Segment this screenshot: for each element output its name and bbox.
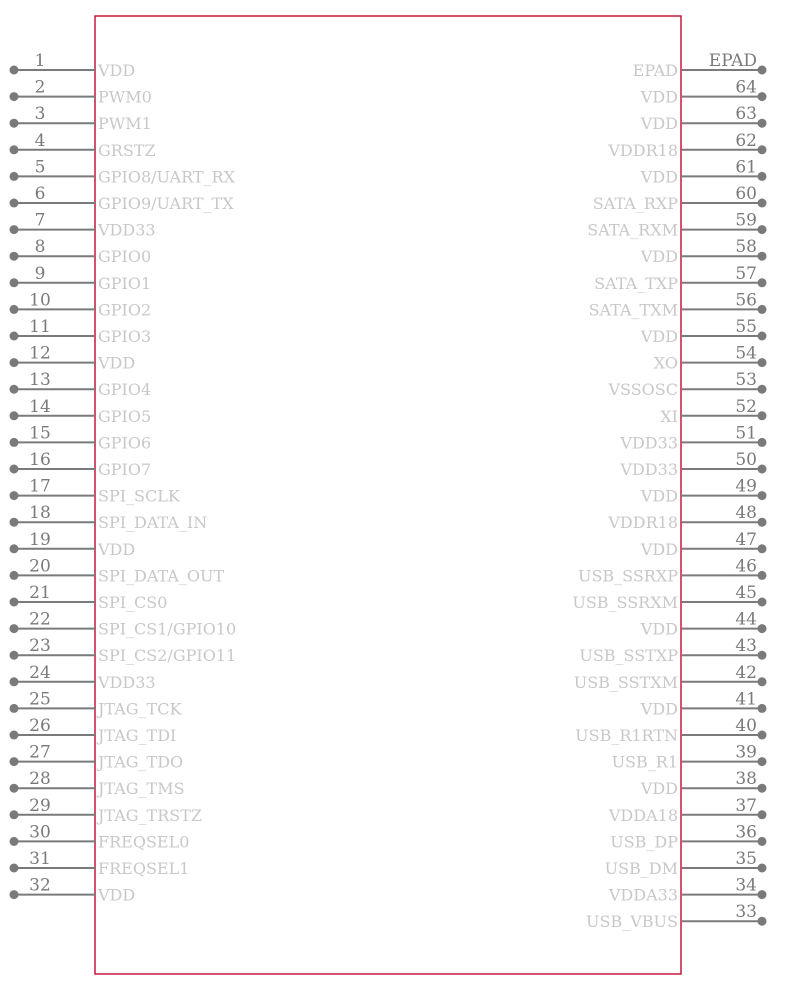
pin-27-name: JTAG_TDO: [98, 752, 184, 772]
pin-47-name: VDD: [640, 539, 678, 559]
pin-11-name: GPIO3: [98, 327, 152, 346]
pin-31-name: FREQSEL1: [98, 859, 190, 878]
pin-52-terminal: [758, 411, 767, 420]
pin-44-name: VDD: [640, 619, 678, 639]
pin-56-terminal: [758, 305, 767, 314]
pin-23-terminal: [10, 651, 19, 660]
pin-22-number: 22: [29, 609, 51, 630]
pin-54-terminal: [758, 358, 767, 367]
pin-15-number: 15: [29, 423, 51, 444]
pin-20-terminal: [10, 571, 19, 580]
pin-51-terminal: [758, 438, 767, 447]
pin-EPAD-terminal: [758, 66, 767, 75]
pin-40-number: 40: [735, 716, 757, 736]
pin-EPAD-name: EPAD: [632, 61, 678, 80]
pin-10-name: GPIO2: [98, 300, 152, 320]
pin-37-number: 37: [735, 795, 757, 816]
component-body: [95, 16, 681, 974]
pin-36-name: USB_DP: [610, 832, 678, 852]
pin-61-number: 61: [735, 157, 757, 178]
pin-57-terminal: [758, 278, 767, 287]
pin-64-number: 64: [735, 77, 757, 98]
pin-18-number: 18: [29, 503, 51, 524]
pin-59-terminal: [758, 225, 767, 234]
pin-37-name: VDDA18: [608, 805, 678, 825]
pin-28-number: 28: [29, 769, 51, 790]
pin-60-terminal: [758, 199, 767, 208]
pin-33-name: USB_VBUS: [586, 912, 678, 932]
pin-6-number: 6: [34, 184, 46, 204]
pin-38-terminal: [758, 784, 767, 793]
pin-34-name: VDDA33: [608, 885, 678, 905]
pin-11-terminal: [10, 332, 19, 341]
pin-40-name: USB_R1RTN: [575, 726, 678, 745]
pin-29-number: 29: [29, 795, 51, 816]
pin-62-number: 62: [735, 130, 757, 151]
pin-13-terminal: [10, 385, 19, 394]
pin-25-number: 25: [29, 689, 51, 710]
pin-52-name: XI: [660, 406, 678, 426]
pin-30-terminal: [10, 837, 19, 846]
pin-32-number: 32: [29, 875, 51, 896]
pin-39-name: USB_R1: [611, 752, 678, 772]
pin-47-terminal: [758, 544, 767, 553]
pin-2-terminal: [10, 92, 19, 101]
pin-41-name: VDD: [640, 699, 678, 719]
pin-64-name: VDD: [640, 87, 678, 107]
pin-44-number: 44: [735, 609, 757, 630]
pin-24-name: VDD33: [98, 672, 156, 692]
pin-23-number: 23: [29, 636, 51, 657]
pin-12-terminal: [10, 358, 19, 367]
pin-58-number: 58: [735, 237, 757, 258]
pin-15-terminal: [10, 438, 19, 447]
pin-50-number: 50: [735, 450, 757, 470]
pin-19-terminal: [10, 544, 19, 553]
pin-50-terminal: [758, 465, 767, 474]
pin-20-number: 20: [29, 556, 51, 577]
pin-13-name: GPIO4: [98, 380, 152, 400]
pin-59-number: 59: [735, 210, 757, 231]
pin-55-terminal: [758, 332, 767, 341]
pin-56-number: 56: [735, 290, 757, 311]
pin-55-name: VDD: [640, 327, 678, 346]
pin-32-terminal: [10, 890, 19, 899]
pin-39-terminal: [758, 757, 767, 766]
right-pin-group: [572, 51, 766, 931]
pin-8-terminal: [10, 252, 19, 261]
pin-9-terminal: [10, 278, 19, 287]
pin-28-terminal: [10, 784, 19, 793]
pin-42-number: 42: [735, 662, 757, 683]
pin-6-terminal: [10, 199, 19, 208]
pin-24-terminal: [10, 677, 19, 686]
pin-13-number: 13: [29, 370, 51, 391]
pin-EPAD-number: EPAD: [708, 51, 757, 71]
pin-36-number: 36: [735, 822, 757, 843]
pin-51-name: VDD33: [620, 433, 678, 453]
pin-54-number: 54: [735, 343, 757, 364]
pin-53-name: VSSOSC: [608, 380, 678, 400]
pin-17-number: 17: [29, 476, 51, 497]
pin-5-name: GPIO8/UART_RX: [98, 167, 235, 187]
pin-21-number: 21: [29, 583, 51, 603]
pin-21-terminal: [10, 598, 19, 607]
pin-4-number: 4: [34, 130, 46, 151]
pin-57-name: SATA_TXP: [594, 273, 678, 293]
pin-37-terminal: [758, 810, 767, 819]
pin-11-number: 11: [29, 317, 51, 337]
pin-4-terminal: [10, 145, 19, 154]
pin-8-number: 8: [34, 237, 46, 258]
pin-35-number: 35: [735, 849, 757, 869]
pin-19-number: 19: [29, 529, 51, 550]
pin-46-number: 46: [735, 556, 757, 577]
pin-49-number: 49: [735, 476, 757, 497]
pin-29-name: JTAG_TRSTZ: [98, 805, 203, 825]
pin-30-name: FREQSEL0: [98, 832, 190, 852]
pin-43-terminal: [758, 651, 767, 660]
pin-3-name: PWM1: [98, 114, 152, 134]
pin-41-number: 41: [735, 689, 757, 710]
pin-62-name: VDDR18: [608, 140, 678, 160]
pin-49-name: VDD: [640, 486, 678, 506]
pin-16-terminal: [10, 465, 19, 474]
pin-1-name: VDD: [98, 61, 136, 80]
pin-36-terminal: [758, 837, 767, 846]
pin-61-terminal: [758, 172, 767, 181]
pin-27-terminal: [10, 757, 19, 766]
pin-17-name: SPI_SCLK: [98, 486, 180, 506]
pin-59-name: SATA_RXM: [587, 220, 678, 240]
pin-10-terminal: [10, 305, 19, 314]
pin-48-number: 48: [735, 503, 757, 524]
pin-60-number: 60: [735, 184, 757, 204]
pin-1-number: 1: [34, 51, 46, 71]
pin-10-number: 10: [29, 290, 51, 311]
pin-3-terminal: [10, 119, 19, 128]
pin-64-terminal: [758, 92, 767, 101]
pin-61-name: VDD: [640, 167, 678, 187]
pin-8-name: GPIO0: [98, 247, 152, 267]
pin-44-terminal: [758, 624, 767, 633]
pin-19-name: VDD: [98, 539, 136, 559]
pin-5-number: 5: [34, 157, 46, 178]
pin-33-number: 33: [735, 902, 757, 923]
pin-23-name: SPI_CS2/GPIO11: [98, 646, 237, 666]
pin-45-terminal: [758, 598, 767, 607]
pin-33-terminal: [758, 917, 767, 926]
pin-26-terminal: [10, 731, 19, 740]
pin-4-name: GRSTZ: [98, 140, 156, 160]
pin-40-terminal: [758, 731, 767, 740]
pin-43-name: USB_SSTXP: [579, 646, 678, 666]
pin-62-terminal: [758, 145, 767, 154]
pin-63-name: VDD: [640, 114, 678, 134]
pin-3-number: 3: [34, 104, 46, 125]
pin-58-terminal: [758, 252, 767, 261]
pin-49-terminal: [758, 491, 767, 500]
pin-53-terminal: [758, 385, 767, 394]
pin-18-terminal: [10, 518, 19, 527]
pin-39-number: 39: [735, 742, 757, 763]
pin-7-number: 7: [34, 210, 46, 231]
pin-9-number: 9: [34, 263, 46, 284]
pin-45-name: USB_SSRXM: [572, 593, 678, 612]
pin-24-number: 24: [29, 662, 51, 683]
pin-28-name: JTAG_TMS: [98, 779, 185, 799]
pin-46-name: USB_SSRXP: [577, 566, 678, 586]
pin-7-name: VDD33: [98, 220, 156, 240]
pin-43-number: 43: [735, 636, 757, 657]
pin-38-number: 38: [735, 769, 757, 790]
left-pin-group: [10, 51, 237, 905]
pin-6-name: GPIO9/UART_TX: [98, 194, 234, 213]
pin-17-terminal: [10, 491, 19, 500]
pin-16-number: 16: [29, 450, 51, 470]
pin-51-number: 51: [735, 423, 757, 444]
pin-1-terminal: [10, 66, 19, 75]
pin-53-number: 53: [735, 370, 757, 391]
pin-27-number: 27: [29, 742, 51, 763]
pin-48-terminal: [758, 518, 767, 527]
pin-48-name: VDDR18: [608, 513, 678, 533]
pin-25-name: JTAG_TCK: [98, 699, 182, 719]
pin-41-terminal: [758, 704, 767, 713]
pin-63-number: 63: [735, 104, 757, 125]
pin-2-name: PWM0: [98, 87, 152, 107]
pin-50-name: VDD33: [620, 460, 678, 479]
pin-31-terminal: [10, 864, 19, 873]
pin-57-number: 57: [735, 263, 757, 284]
pin-35-terminal: [758, 864, 767, 873]
pin-56-name: SATA_TXM: [588, 300, 678, 320]
pin-55-number: 55: [735, 317, 757, 337]
pin-15-name: GPIO6: [98, 433, 152, 453]
pin-12-name: VDD: [98, 353, 136, 373]
pin-32-name: VDD: [98, 885, 136, 905]
pin-29-terminal: [10, 810, 19, 819]
pin-31-number: 31: [29, 849, 51, 869]
pin-22-name: SPI_CS1/GPIO10: [98, 619, 237, 639]
pin-12-number: 12: [29, 343, 51, 364]
pin-47-number: 47: [735, 529, 757, 550]
pin-16-name: GPIO7: [98, 460, 152, 479]
pin-63-terminal: [758, 119, 767, 128]
pin-20-name: SPI_DATA_OUT: [98, 566, 225, 586]
pin-2-number: 2: [34, 77, 46, 98]
pin-58-name: VDD: [640, 247, 678, 267]
pin-9-name: GPIO1: [98, 273, 152, 293]
pin-26-number: 26: [29, 716, 51, 736]
pin-26-name: JTAG_TDI: [98, 726, 177, 745]
pin-38-name: VDD: [640, 779, 678, 799]
pin-42-terminal: [758, 677, 767, 686]
pin-14-name: GPIO5: [98, 406, 152, 426]
pin-54-name: XO: [653, 353, 678, 373]
pin-7-terminal: [10, 225, 19, 234]
pin-34-terminal: [758, 890, 767, 899]
pin-18-name: SPI_DATA_IN: [98, 513, 208, 533]
pin-52-number: 52: [735, 396, 757, 417]
pin-46-terminal: [758, 571, 767, 580]
pin-34-number: 34: [735, 875, 757, 896]
pin-14-terminal: [10, 411, 19, 420]
pin-35-name: USB_DM: [604, 859, 678, 878]
pin-45-number: 45: [735, 583, 757, 603]
pin-25-terminal: [10, 704, 19, 713]
pin-42-name: USB_SSTXM: [573, 672, 678, 692]
pin-14-number: 14: [29, 396, 51, 417]
pin-5-terminal: [10, 172, 19, 181]
pin-22-terminal: [10, 624, 19, 633]
pin-30-number: 30: [29, 822, 51, 843]
pin-60-name: SATA_RXP: [592, 194, 678, 213]
pin-21-name: SPI_CS0: [98, 593, 168, 612]
